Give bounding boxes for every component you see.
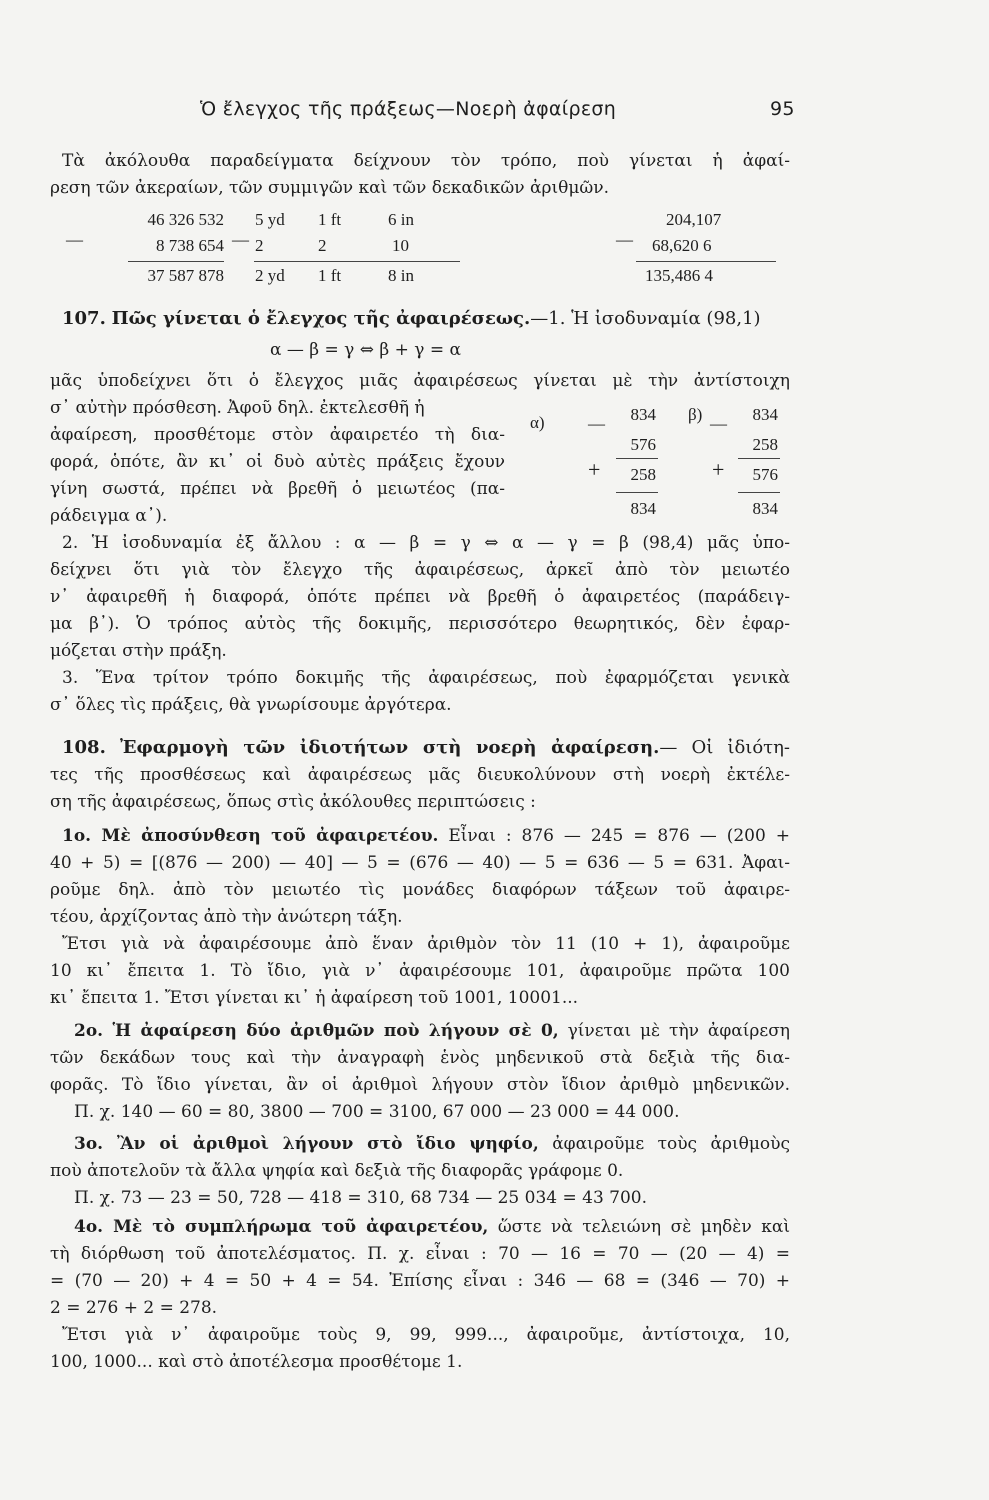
minuend: 46 326 532 [147,210,224,229]
result-in: 8 in [388,266,414,285]
result-yd: 2 yd [255,266,285,285]
section-title: Πῶς γίνεται ὁ ἔλεγχος τῆς ἀφαιρέσεως. [111,308,531,329]
minus-sign: — [232,230,249,249]
running-header: Ὁ ἔλεγχος τῆς πράξεως—Νοερὴ ἀφαίρεση [200,98,617,120]
minus-sign: — [616,230,633,249]
paragraph-line: Π. χ. 140 — 60 = 80, 3800 — 700 = 3100, 67 000 — 23 000 = 44 000. [74,1102,680,1122]
sum-rule [738,492,780,493]
section-title: Ἐφαρμογὴ τῶν ἰδιοτήτων στὴ νοερὴ ἀφαίρεση. [119,737,660,758]
intro-line: ρεση τῶν ἀκεραίων, τῶν συμμιγῶν καὶ τῶν δεκαδικῶν ἀριθμῶν. [50,178,609,198]
paragraph-line: γίνη σωστά, πρέπει νὰ βρεθῆ ὁ μειωτέος (πα- [50,479,505,499]
paragraph-line: ποὺ ἀποτελοῦν τὰ ἄλλα ψηφία καὶ δεξιὰ τῆς διαφορᾶς γράφομε 0. [50,1161,624,1181]
minus-sign: — [588,414,605,433]
subtrahend-yd: 2 [255,236,264,255]
paragraph-line: σ᾽ αὐτὴν πρόσθεση. Ἀφοῦ δηλ. ἐκτελεσθῆ ἡ [50,398,425,418]
page-number: 95 [770,98,795,120]
minuend: 204,107 [666,210,722,229]
subtrahend: 258 [752,435,778,454]
case-heading: 3ο. Ἂν οἱ ἀριθμοὶ λήγουν στὸ ἴδιο ψηφίο, [74,1134,539,1154]
subtrahend-ft: 2 [318,236,327,255]
sum-rule [616,492,658,493]
equivalence-formula: α — β = γ ⇔ β + γ = α [270,340,461,360]
paragraph-line: μα β᾽). Ὁ τρόπος αὐτὸς τῆς δοκιμῆς, περισσότερο θεωρητικός, δὲν ἐφαρ- [50,614,790,634]
paragraph-line: κι᾽ ἔπειτα 1. Ἔτσι γίνεται κι᾽ ἡ ἀφαίρεση τοῦ 1001, 10001... [50,988,579,1008]
paragraph-line: ράδειγμα α᾽). [50,506,168,526]
paragraph-line: μόζεται στὴν πράξη. [50,641,227,661]
case-heading: 2ο. Ἡ ἀφαίρεση δύο ἀριθμῶν ποὺ λήγουν σὲ 0, [74,1021,559,1041]
result-ft: 1 ft [318,266,342,285]
case-text: ἀφαιροῦμε τοὺς ἀριθμοὺς [552,1134,791,1154]
subtrahend: 8 738 654 [156,236,224,255]
section-108-heading [62,737,790,759]
case-4-line [74,1216,790,1238]
case-text: ὥστε νὰ τελειώνη σὲ μηδὲν καὶ [497,1217,790,1237]
paragraph-line: ἀφαίρεση, προσθέτομε στὸν ἀφαιρετέο τὴ δια- [50,425,505,445]
sum-rule [254,261,460,262]
paragraph-line: 10 κι᾽ ἔπειτα 1. Τὸ ἴδιο, γιὰ ν᾽ ἀφαιρέσουμε 101, ἀφαιροῦμε πρῶτα 100 [50,961,790,981]
paragraph-line: 2. Ἡ ἰσοδυναμία ἐξ ἄλλου : α — β = γ ⇔ α — γ = β (98,4) μᾶς ὑπο- [62,533,790,553]
rule [616,458,658,459]
paragraph-line: 40 + 5) = [(876 — 200) — 40] — 5 = (676 — 40) — 5 = 636 — 5 = 631. Ἀφαι- [50,853,790,873]
section-number: 107. [62,308,106,329]
paragraph-line: τὴ διόρθωση τοῦ ἀποτελέσματος. Π. χ. εἶναι : 70 — 16 = 70 — (20 — 4) = [50,1244,790,1264]
paragraph-line: 2 = 276 + 2 = 278. [50,1298,218,1318]
paragraph-line: ση τῆς ἀφαιρέσεως, ὅπως στὶς ἀκόλουθες περιπτώσεις : [50,792,536,812]
section-number: 108. [62,737,106,758]
paragraph-line: Ἔτσι γιὰ ν᾽ ἀφαιροῦμε τοὺς 9, 99, 999..., ἀφαιροῦμε, ἀντίστοιχα, 10, [62,1325,790,1345]
minuend: 834 [752,405,778,424]
minuend-yd: 5 yd [255,210,285,229]
example-label: β) [688,405,703,424]
paragraph-line: δείχνει ὅτι γιὰ τὸν ἔλεγχο τῆς ἀφαιρέσεως, ἀρκεῖ ἀπὸ τὸν μειωτέο [50,560,790,580]
paragraph-line: φορά, ὁπότε, ἂν κι᾽ οἱ δυὸ αὐτὲς πράξεις ἔχουν [50,452,505,472]
paragraph-line: = (70 — 20) + 4 = 50 + 4 = 54. Ἐπίσης εἶναι : 346 — 68 = (346 — 70) + [50,1271,790,1291]
minuend: 834 [630,405,656,424]
section-107-heading [62,308,802,330]
subtrahend: 68,620 6 [652,236,712,255]
paragraph-line: τῶν δεκάδων τους καὶ τὴν ἀναγραφὴ ἑνὸς μηδενικοῦ στὰ δεξιὰ τῆς δια- [50,1048,790,1068]
paragraph-line: τες τῆς προσθέσεως καὶ ἀφαιρέσεως μᾶς διευκολύνουν στὴ νοερὴ ἐκτέλε- [50,765,790,785]
paragraph-line: φορᾶς. Τὸ ἴδιο γίνεται, ἂν οἱ ἀριθμοὶ λήγουν στὸν ἴδιον ἀριθμὸ μηδενικῶν. [50,1075,790,1095]
case-text: γίνεται μὲ τὴν ἀφαίρεση [567,1021,790,1041]
paragraph-line: μᾶς ὑποδείχνει ὅτι ὁ ἔλεγχος μιᾶς ἀφαιρέσεως γίνεται μὲ τὴν ἀντίστοιχη [50,371,790,391]
paragraph-line: 100, 1000... καὶ στὸ ἀποτέλεσμα προσθέτομε 1. [50,1352,463,1372]
example-label: α) [530,413,545,432]
case-heading: 4ο. Μὲ τὸ συμπλήρωμα τοῦ ἀφαιρετέου, [74,1217,489,1237]
result: 37 587 878 [147,266,224,285]
sum: 834 [630,499,656,518]
result: 135,486 4 [645,266,713,285]
paragraph-line: ν᾽ ἀφαιρεθῆ ἡ διαφορά, ὁπότε πρέπει νὰ βρεθῆ ὁ ἀφαιρετέος (παράδειγ- [50,587,790,607]
case-3-line [74,1133,790,1155]
difference: 258 [630,465,656,484]
plus-sign: + [588,457,601,482]
paragraph-line: Π. χ. 73 — 23 = 50, 728 — 418 = 310, 68 734 — 25 034 = 43 700. [74,1188,648,1208]
plus-sign: + [712,457,725,482]
paragraph-line: τέου, ἀρχίζοντας ἀπὸ τὴν ἀνώτερη τάξη. [50,907,403,927]
paragraph-line: 3. Ἕνα τρίτον τρόπο δοκιμῆς τῆς ἀφαιρέσεως, ποὺ ἐφαρμόζεται γενικὰ [62,668,790,688]
minus-sign: — [66,230,83,249]
section-lead: — Οἱ ἰδιότη- [659,737,790,758]
subtrahend: 576 [630,435,656,454]
paragraph-line: σ᾽ ὅλες τὶς πράξεις, θὰ γνωρίσουμε ἀργότερα. [50,695,452,715]
subtrahend-in: 10 [392,236,409,255]
minuend-ft: 1 ft [318,210,342,229]
sum-rule [128,261,224,262]
paragraph-line: ροῦμε δηλ. ἀπὸ τὸν μειωτέο τὶς μονάδες διαφόρων τάξεων τοῦ ἀφαιρε- [50,880,790,900]
minuend-in: 6 in [388,210,414,229]
case-2-line [74,1020,790,1042]
section-lead: —1. Ἡ ἰσοδυναμία (98,1) [530,308,761,329]
sum: 834 [752,499,778,518]
minus-sign: — [710,414,727,433]
sum-rule [636,261,776,262]
difference: 576 [752,465,778,484]
paragraph-line: Ἔτσι γιὰ νὰ ἀφαιρέσουμε ἀπὸ ἕναν ἀριθμὸν τὸν 11 (10 + 1), ἀφαιροῦμε [62,934,790,954]
rule [738,458,780,459]
intro-line: Τὰ ἀκόλουθα παραδείγματα δείχνουν τὸν τρόπο, ποὺ γίνεται ἡ ἀφαί- [62,151,790,171]
case-1-line [62,825,790,847]
case-text: Εἶναι : 876 — 245 = 876 — (200 + [448,826,790,846]
case-heading: 1ο. Μὲ ἀποσύνθεση τοῦ ἀφαιρετέου. [62,826,439,846]
